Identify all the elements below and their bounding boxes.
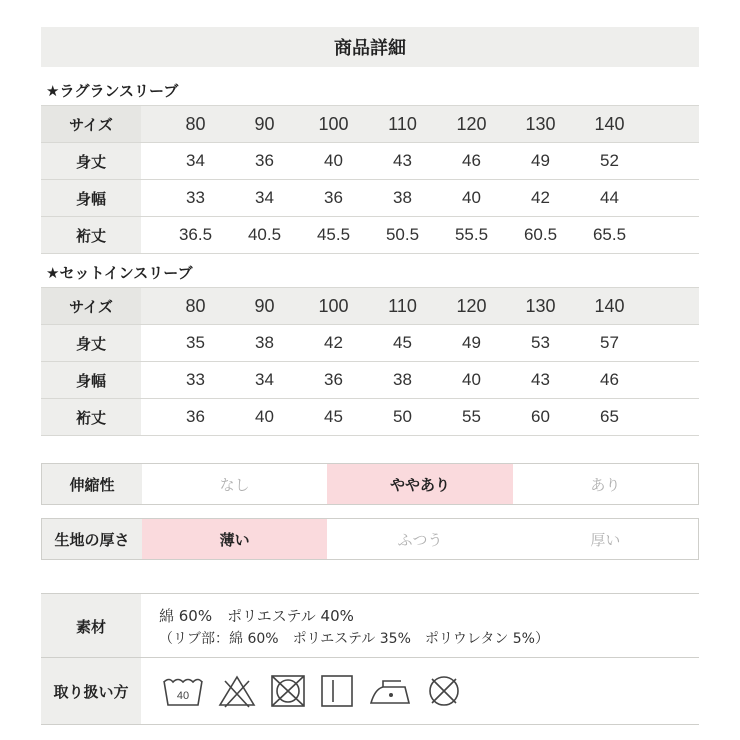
size-cell: 110 [388, 113, 417, 134]
value-cell: 34 [255, 370, 274, 389]
row-label: 身丈 [41, 143, 141, 179]
size-cell: 130 [525, 113, 556, 134]
value-cell: 36 [324, 370, 343, 389]
size-cell: 90 [254, 113, 275, 134]
thickness-option: ふつう [397, 530, 443, 549]
care-icons [141, 658, 699, 724]
value-cell: 44 [600, 188, 619, 207]
value-cell: 43 [393, 151, 412, 170]
material-label: 素材 [41, 594, 141, 658]
thickness-option: 厚い [590, 530, 621, 549]
material-row [41, 593, 699, 658]
stretch-option: なし [219, 475, 250, 494]
value-cell: 46 [462, 151, 481, 170]
row-label: 裄丈 [41, 217, 141, 253]
value-cell: 55.5 [454, 225, 489, 244]
table-row [41, 143, 699, 180]
table-row [41, 325, 699, 362]
material-main: 綿 60% ポリエステル 40% [159, 606, 354, 625]
care-row [41, 657, 699, 725]
row-label: 身丈 [41, 325, 141, 361]
setin-section-title: ★セットインスリーブ [46, 264, 193, 282]
value-cell: 52 [600, 151, 619, 170]
value-cell: 45 [393, 333, 412, 352]
size-cell: 120 [456, 113, 487, 134]
value-cell: 35 [186, 333, 205, 352]
value-cell: 60.5 [523, 225, 558, 244]
value-cell: 55 [462, 407, 481, 426]
value-cell: 40 [324, 151, 343, 170]
row-label: 裄丈 [41, 399, 141, 435]
size-cell: 80 [185, 295, 206, 316]
thickness-label: 生地の厚さ [42, 519, 142, 559]
table-row [41, 217, 699, 254]
value-cell: 40 [462, 370, 481, 389]
size-cell: 90 [254, 295, 275, 316]
line-dry-icon [319, 673, 355, 709]
stretch-label: 伸縮性 [42, 464, 142, 504]
row-label: サイズ [41, 288, 141, 324]
size-cell: 130 [525, 295, 556, 316]
value-cell: 65.5 [592, 225, 627, 244]
value-cell: 43 [531, 370, 550, 389]
value-cell: 46 [600, 370, 619, 389]
value-cell: 34 [255, 188, 274, 207]
raglan-size-table [41, 105, 699, 254]
size-cell: 140 [594, 113, 625, 134]
value-cell: 33 [186, 370, 205, 389]
value-cell: 53 [531, 333, 550, 352]
value-cell: 38 [255, 333, 274, 352]
value-cell: 40 [255, 407, 274, 426]
table-row [41, 362, 699, 399]
no-bleach-icon [217, 673, 257, 709]
no-tumble-dry-icon [269, 673, 307, 709]
size-cell: 100 [318, 113, 349, 134]
care-label: 取り扱い方 [41, 658, 141, 724]
value-cell: 38 [393, 370, 412, 389]
value-cell: 36.5 [178, 225, 213, 244]
size-cell: 80 [185, 113, 206, 134]
size-cell: 100 [318, 295, 349, 316]
wash-temp: 40 [176, 690, 190, 702]
table-row [41, 399, 699, 436]
page-title: 商品詳細 [41, 27, 699, 67]
stretch-scale [41, 463, 699, 505]
material-rib: （リブ部：綿 60% ポリエステル 35% ポリウレタン 5%） [159, 630, 549, 647]
value-cell: 36 [186, 407, 205, 426]
value-cell: 33 [186, 188, 205, 207]
row-label: サイズ [41, 106, 141, 142]
value-cell: 42 [531, 188, 550, 207]
raglan-section-title: ★ラグランスリーブ [46, 82, 179, 100]
value-cell: 42 [324, 333, 343, 352]
value-cell: 40 [462, 188, 481, 207]
value-cell: 38 [393, 188, 412, 207]
iron-low-icon [367, 673, 413, 709]
stretch-option: あり [590, 475, 621, 494]
value-cell: 65 [600, 407, 619, 426]
value-cell: 45.5 [316, 225, 351, 244]
row-label: 身幅 [41, 180, 141, 216]
stretch-option: ややあり [327, 464, 512, 504]
value-cell: 60 [531, 407, 550, 426]
size-header-row [41, 288, 699, 325]
value-cell: 49 [462, 333, 481, 352]
size-cell: 110 [388, 295, 417, 316]
no-dry-clean-icon [425, 673, 463, 709]
value-cell: 57 [600, 333, 619, 352]
value-cell: 36 [324, 188, 343, 207]
size-cell: 140 [594, 295, 625, 316]
setin-size-table [41, 287, 699, 436]
row-label: 身幅 [41, 362, 141, 398]
value-cell: 45 [324, 407, 343, 426]
table-row [41, 180, 699, 217]
thickness-option: 薄い [142, 519, 327, 559]
wash-40-icon [161, 673, 205, 709]
value-cell: 36 [255, 151, 274, 170]
size-cell: 120 [456, 295, 487, 316]
value-cell: 50 [393, 407, 412, 426]
value-cell: 50.5 [385, 225, 420, 244]
thickness-scale [41, 518, 699, 560]
value-cell: 34 [186, 151, 205, 170]
size-header-row [41, 106, 699, 143]
value-cell: 49 [531, 151, 550, 170]
value-cell: 40.5 [247, 225, 282, 244]
